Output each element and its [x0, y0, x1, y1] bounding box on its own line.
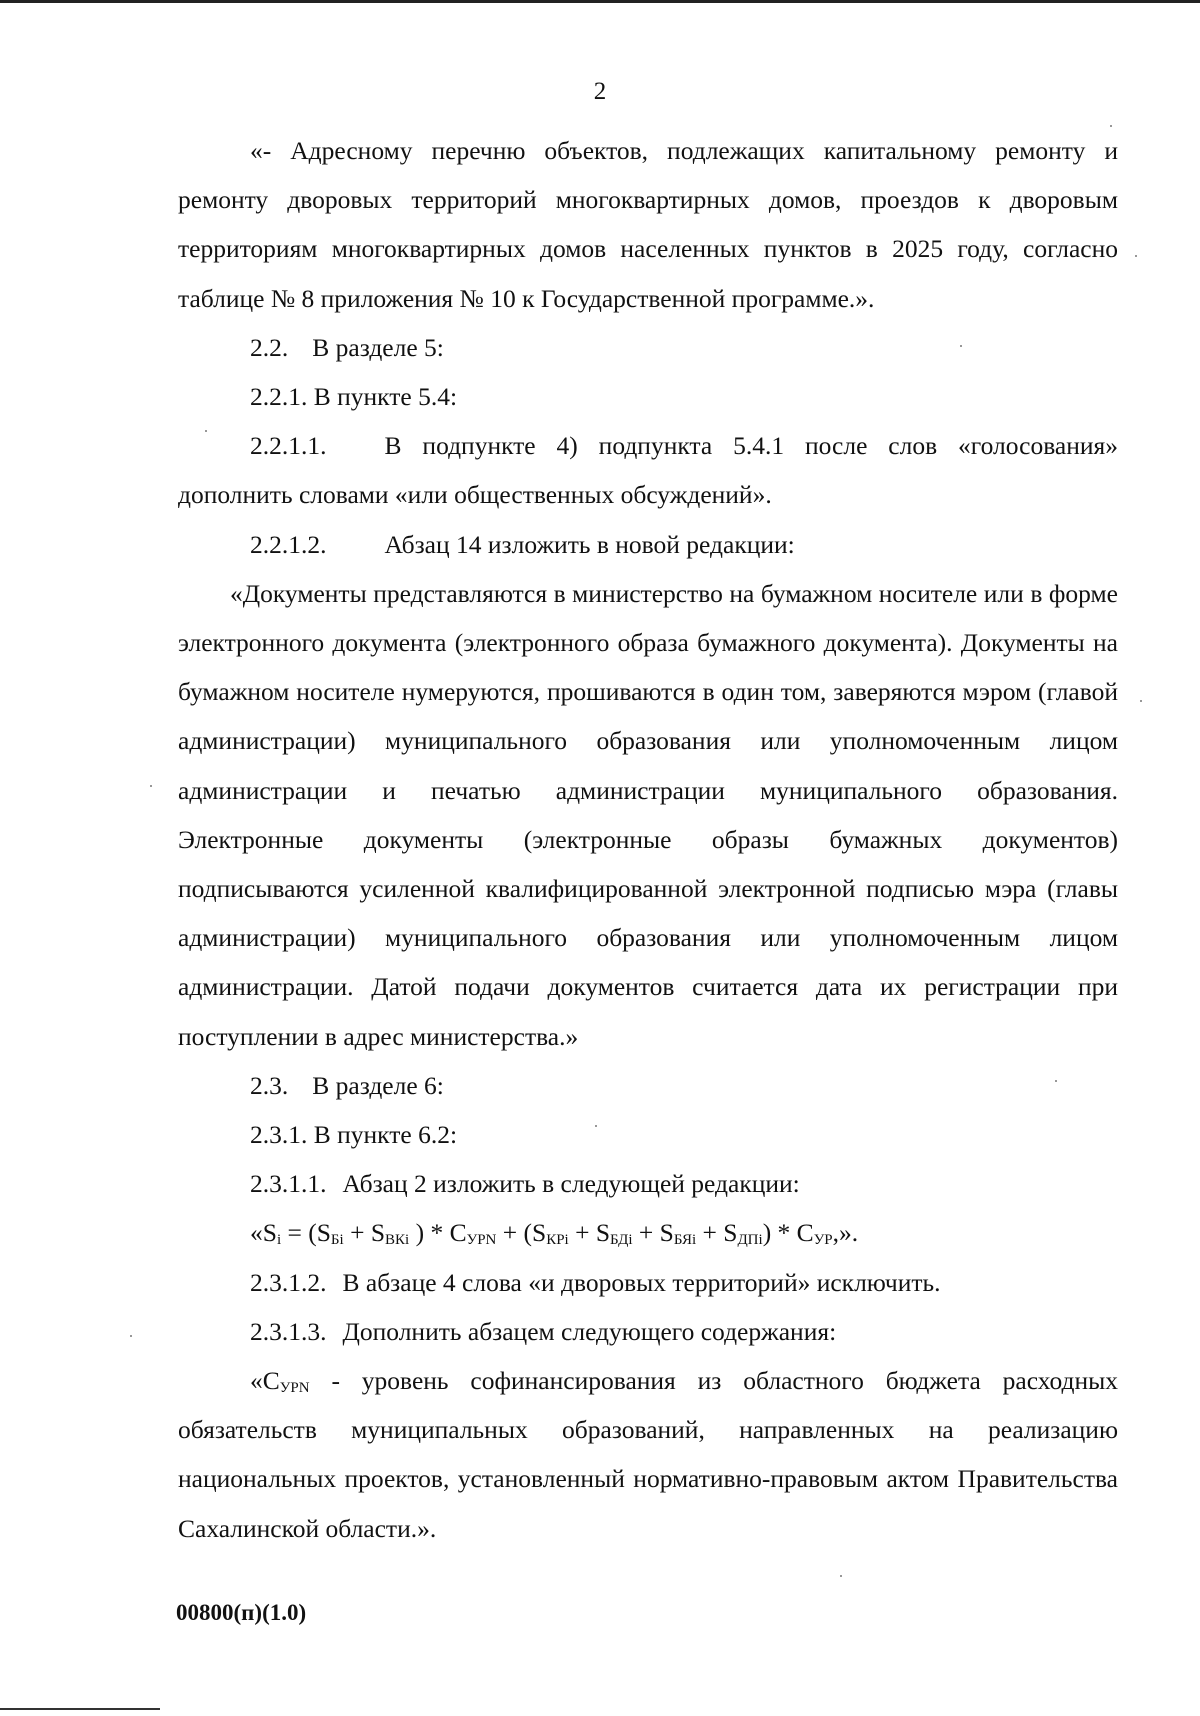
section-2-3-1-2: [178, 1258, 1118, 1307]
scan-speck: [840, 1575, 842, 1577]
formula-part: + (S: [496, 1218, 547, 1248]
formula-part: + S: [568, 1218, 611, 1248]
section-text: В подпункте 4) подпункта 5.4.1 после слов «голосования» дополнить словами «или общественных обсуждений».: [178, 431, 1118, 510]
formula-sub: i: [276, 1232, 282, 1249]
section-number: 2.2.: [250, 332, 289, 362]
quote-part: «C: [250, 1366, 280, 1396]
section-text: В разделе 6:: [312, 1070, 444, 1100]
section-2-2: [178, 323, 1118, 372]
section-number: 2.3.1.1.: [250, 1169, 327, 1199]
section-2-2-1-2: [178, 520, 1118, 569]
section-text: Абзац 14 изложить в новой редакции:: [384, 529, 795, 559]
document-body: [178, 126, 1118, 1553]
formula-part: ) * C: [762, 1218, 814, 1248]
formula-part: ,».: [832, 1218, 859, 1248]
scan-speck: [150, 785, 152, 787]
top-border: [0, 0, 1200, 3]
formula-part: + S: [632, 1218, 674, 1248]
formula-sub: БЯi: [673, 1232, 697, 1249]
scan-speck: [1135, 255, 1137, 257]
scan-speck: [960, 345, 962, 347]
scan-speck: [1055, 1080, 1057, 1082]
formula-part: + S: [696, 1218, 738, 1248]
formula-sub: УРN: [466, 1232, 497, 1249]
document-code: 00800(п)(1.0): [176, 1600, 307, 1625]
scan-speck: [205, 430, 207, 432]
section-text: В абзаце 4 слова «и дворовых территорий» исключить.: [342, 1267, 941, 1297]
section-text: Абзац 2 изложить в следующей редакции:: [342, 1169, 800, 1199]
formula-sub: УР: [813, 1232, 833, 1249]
formula-part: + S: [343, 1218, 386, 1248]
section-2-3: [178, 1061, 1118, 1110]
scan-speck: [130, 1335, 132, 1337]
formula-sub: ВКi: [385, 1232, 410, 1249]
quote-sub: УРN: [279, 1380, 310, 1397]
formula-part: ) * C: [409, 1218, 467, 1248]
section-2-3-1-1: [178, 1159, 1118, 1208]
scan-speck: [1140, 700, 1142, 702]
formula-sub: ДПi: [737, 1232, 763, 1249]
section-number: 2.2.1.1.: [250, 431, 327, 461]
quote-part: - уровень софинансирования из областного бюджета расходных обязательств муниципальных образований, направленных на реализацию национальных проектов, установленный нормативно-правовым актом Правительства Сахалинской области.».: [178, 1366, 1118, 1543]
section-number: 2.3.1.2.: [250, 1267, 327, 1297]
section-2-2-1: 2.2.1. В пункте 5.4:: [250, 382, 458, 412]
formula: [178, 1208, 1118, 1257]
bottom-edge-mark: [0, 1708, 160, 1710]
formula-part: «S: [250, 1218, 277, 1248]
section-number: 2.3.: [250, 1070, 289, 1100]
section-2-3-1: 2.3.1. В пункте 6.2:: [250, 1120, 458, 1150]
scan-speck: [1110, 125, 1112, 127]
paragraph-address-list: «- Адресному перечню объектов, подлежащих капитальному ремонту и ремонту дворовых территорий многоквартирных домов, проездов к дворовым территориям многоквартирных домов населенных пунктов в 2025 году, согласно таблице № 8 приложения № 10 к Государственной программе.».: [178, 136, 1118, 313]
quote-documents-submission: «Документы представляются в министерство на бумажном носителе или в форме электронного документа (электронного образа бумажного документа). Документы на бумажном носителе нумеруются, прошиваются в один том, заверяются мэром (главой администрации) муниципального образования или уполномоченным лицом администрации и печатью администрации муниципального образования. Электронные документы (электронные образы бумажных документов) подписываются усиленной квалифицированной электронной подписью мэра (главы администрации) муниципального образования или уполномоченным лицом администрации. Датой подачи документов считается дата их регистрации при поступлении в адрес министерства.»: [178, 578, 1118, 1051]
formula-sub: Бi: [330, 1232, 344, 1249]
section-number: 2.2.1.2.: [250, 529, 327, 559]
page-number: 2: [593, 78, 607, 105]
section-number: 2.3.1.3.: [250, 1316, 327, 1346]
section-2-2-1-1: [178, 421, 1118, 519]
section-text: Дополнить абзацем следующего содержания:: [342, 1316, 837, 1346]
formula-part: = (S: [281, 1218, 331, 1248]
scan-speck: [595, 1125, 597, 1127]
quote-cofinancing-level: [178, 1356, 1118, 1553]
formula-sub: БДi: [610, 1232, 633, 1249]
section-text: В разделе 5:: [312, 332, 444, 362]
section-2-3-1-3: [178, 1307, 1118, 1356]
formula-sub: КРi: [546, 1232, 569, 1249]
